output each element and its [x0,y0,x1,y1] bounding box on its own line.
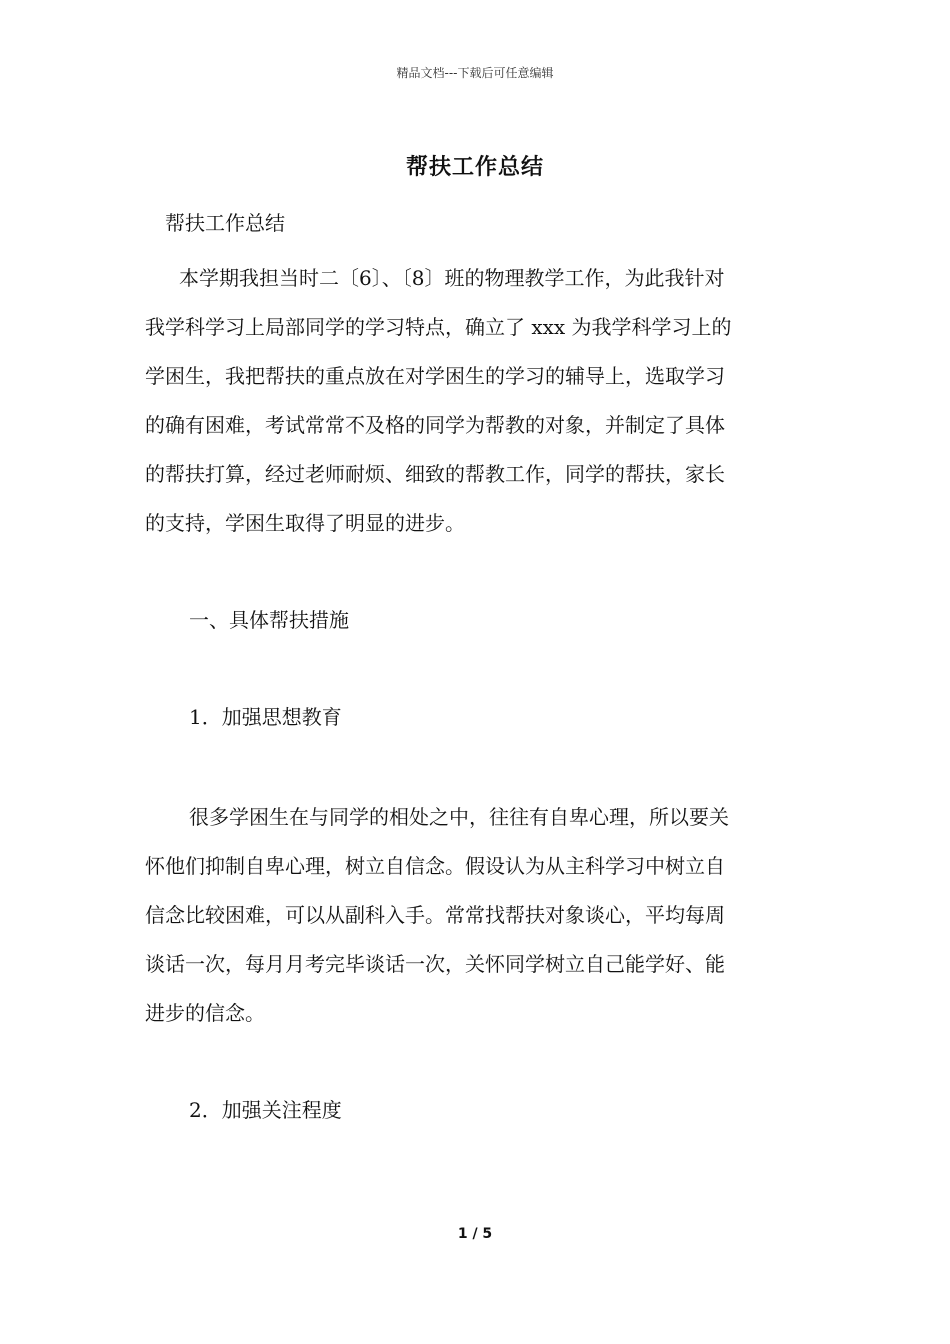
item-heading: 1．加强思想教育 [189,705,342,729]
section-heading: 一、具体帮扶措施 [189,608,349,632]
paragraph-line: 我学科学习上局部同学的学习特点，确立了 xxx 为我学科学习上的 [145,315,732,339]
page-number: 1 / 5 [457,1226,493,1242]
document-subtitle: 帮扶工作总结 [165,211,285,235]
item-heading: 2．加强关注程度 [189,1098,342,1122]
paragraph-line: 本学期我担当时二〔6〕、〔8〕班的物理教学工作，为此我针对 [179,266,725,290]
paragraph-item1 [145,793,810,1038]
paragraph-line: 学困生，我把帮扶的重点放在对学困生的学习的辅导上，选取学习 [145,364,725,388]
paragraph-line: 怀他们抑制自卑心理，树立自信念。假设认为从主科学习中树立自 [145,854,725,878]
paragraph-line: 信念比较困难，可以从副科入手。常常找帮扶对象谈心，平均每周 [145,903,725,927]
paragraph-line: 进步的信念。 [145,1001,265,1025]
paragraph-line: 谈话一次，每月月考完毕谈话一次，关怀同学树立自己能学好、能 [145,952,725,976]
page-header: 精品文档---下载后可任意编辑 [396,66,554,80]
paragraph-line: 很多学困生在与同学的相处之中，往往有自卑心理，所以要关 [189,805,729,829]
document-body [145,200,810,1135]
paragraph-line: 的支持，学困生取得了明显的进步。 [145,511,465,535]
paragraph-line: 的确有困难，考试常常不及格的同学为帮教的对象，并制定了具体 [145,413,725,437]
paragraph-line: 的帮扶打算，经过老师耐烦、细致的帮教工作，同学的帮扶，家长 [145,462,725,486]
paragraph-intro [145,254,810,548]
document-title: 帮扶工作总结 [405,154,544,180]
